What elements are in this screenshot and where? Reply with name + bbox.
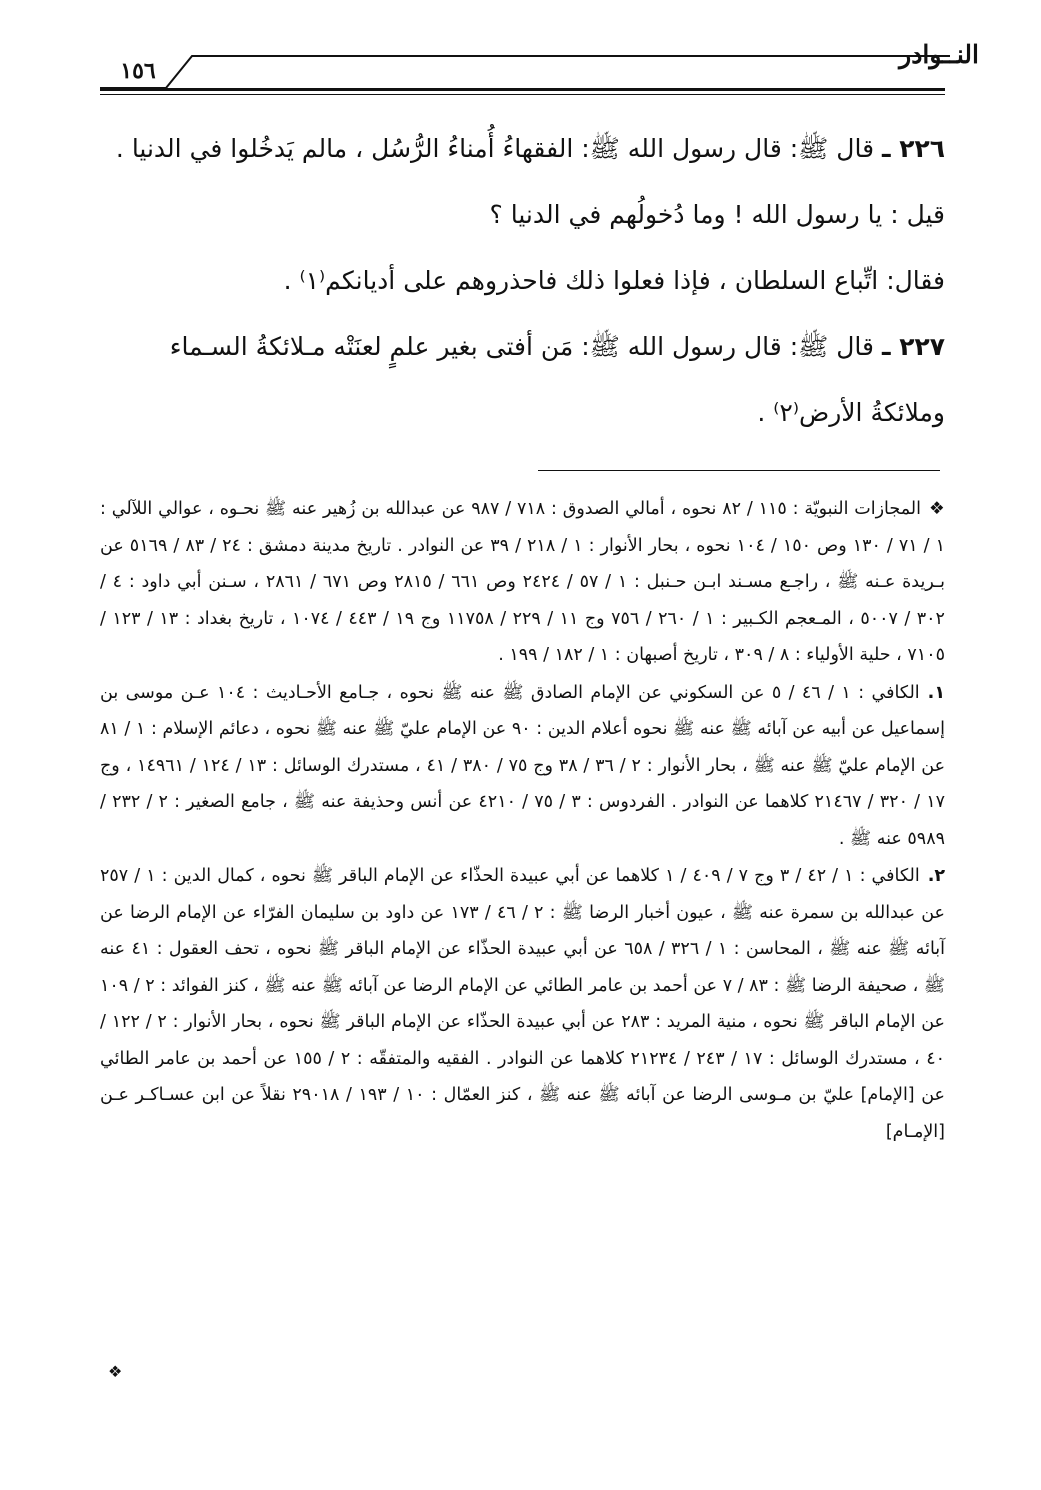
hadith-line: قيل : يا رسول الله ! وما دُخولُهم في الدنيا ؟ bbox=[489, 200, 945, 229]
footnote-number: ٢. bbox=[927, 866, 946, 886]
hadith-text: قال ﷺ: قال رسول الله ﷺ: مَن أفتى بغير علمٍ لعنَتْه مـلائكةُ السـماء bbox=[169, 332, 875, 361]
hadith-line bbox=[100, 116, 945, 182]
footnote-separator bbox=[538, 470, 940, 471]
page-number: ١٥٦ bbox=[120, 58, 156, 84]
running-header-title: النــوادر bbox=[899, 40, 979, 69]
header-rule bbox=[100, 88, 945, 91]
footnote-number: ١. bbox=[927, 682, 945, 703]
hadith-line: فقال: اتِّباع السلطان ، فإذا فعلوا ذلك فاحذروهم على أديانكم⁽١⁾ . bbox=[283, 266, 945, 295]
hadith-line bbox=[100, 314, 945, 380]
footnote-source bbox=[100, 491, 945, 674]
footnote-text: المجازات النبويّة : ١١٥ / ٨٢ نحوه ، أمالي الصدوق : ٧١٨ / ٩٨٧ عن عبدالله بن زُهير عنه ﷺ نحـوه ، عوالي اللآلي : ١ / ٧١ / ١٣٠ وص ١٥٠ / ١٠٤ نحوه ، بحار الأنوار : ١ / ٢١٨ / ٣٩ عن النوادر . تاريخ مدينة دمشق : ٢٤ / ٨٣ / ٥١٦٩ عن بـريدة عـنه ﷺ ، راجـع مسـند ابـن حـنبل : ١ / ٥٧ / ٢٤٢٤ وص ٦٦١ / ٢٨١٥ وص ٦٧١ / ٢٨٦١ ، سـنن أبي داود : ٤ / ٣٠٢ / ٥٠٠٧ ، المـعجم الكـبير : ١ / ٢٦٠ / ٧٥٦ وج ١١ / ٢٢٩ / ١١٧٥٨ وج ١٩ / ٤٤٣ / ١٠٧٤ ، تاريخ بغداد : ١٣ / ١٢٣ / ٧١٠٥ ، حلية الأولياء : ٨ / ٣٠٩ ، تاريخ أصبهان : ١ / ١٨٢ / ١٩٩ . bbox=[100, 499, 946, 665]
hadith-number: ٢٢٦ ـ bbox=[881, 134, 945, 163]
footnotes bbox=[100, 491, 945, 1151]
hadith-line: وملائكةُ الأرض⁽٢⁾ . bbox=[757, 398, 945, 427]
hadith-text: قال ﷺ: قال رسول الله ﷺ: الفقهاءُ أُمناءُ الرُّسُل ، مالم يَدخُلوا في الدنيا . bbox=[115, 134, 875, 163]
footnote-1 bbox=[100, 675, 945, 858]
footnote-2 bbox=[100, 858, 945, 1150]
hadith-number: ٢٢٧ ـ bbox=[881, 332, 945, 361]
hadith-227 bbox=[100, 314, 945, 446]
continuation-mark: ❖ bbox=[108, 1362, 123, 1381]
footnote-text: الكافي : ١ / ٤٦ / ٥ عن السكوني عن الإمام الصادق ﷺ عنه ﷺ نحوه ، جـامع الأحـاديث : ١٠٤ عـن موسى بن إسماعيل عن أبيه عن آبائه ﷺ عنه ﷺ نحوه أعلام الدين : ٩٠ عن الإمام عليّ ﷺ عنه ﷺ نحوه ، دعائم الإسلام : ١ / ٨١ عن الإمام عليّ ﷺ عنه ﷺ ، بحار الأنوار : ٢ / ٣٦ / ٣٨ وج ٧٥ / ٣٨٠ / ٤١ ، مستدرك الوسائل : ١٣ / ١٢٤ / ١٤٩٦١ ، وج ١٧ / ٣٢٠ / ٢١٤٦٧ كلاهما عن النوادر . الفردوس : ٣ / ٧٥ / ٤٢١٠ عن أنس وحذيفة عنه ﷺ ، جامع الصغير : ٢ / ٢٣٢ / ٥٩٨٩ عنه ﷺ . bbox=[100, 682, 946, 849]
hadith-226 bbox=[100, 116, 945, 314]
footnote-marker: ❖ bbox=[929, 499, 945, 519]
footnote-text: الكافي : ١ / ٤٢ / ٣ وج ٧ / ٤٠٩ / ١ كلاهما عن أبي عبيدة الحذّاء عن الإمام الباقر ﷺ نحوه ، كمال الدين : ١ / ٢٥٧ عن عبدالله بن سمرة عنه ﷺ ، عيون أخبار الرضا ﷺ : ٢ / ٤٦ / ١٧٣ عن داود بن سليمان الفرّاء عن الإمام الرضا عن آبائه ﷺ عنه ﷺ ، المحاسن : ١ / ٣٢٦ / ٦٥٨ عن أبي عبيدة الحذّاء عن الإمام الباقر ﷺ نحوه ، تحف العقول : ٤١ عنه ﷺ ، صحيفة الرضا ﷺ : ٨٣ / ٧ عن أحمد بن عامر الطائي عن الإمام الرضا عن آبائه ﷺ عنه ﷺ ، كنز الفوائد : ٢ / ١٠٩ عن الإمام الباقر ﷺ نحوه ، منية المريد : ٢٨٣ عن أبي عبيدة الحذّاء عن الإمام الباقر ﷺ نحوه ، بحار الأنوار : ٢ / ١٢٢ / ٤٠ ، مستدرك الوسائل : ١٧ / ٢٤٣ / ٢١٢٣٤ كلاهما عن النوادر . الفقيه والمتفقّه : ٢ / ١٥٥ عن أحمد بن عامر الطائي عن [الإمام] عليّ بن مـوسى الرضا عن آبائه ﷺ عنه ﷺ ، كنز العمّال : ١٠ / ١٩٣ / ٢٩٠١٨ نقلاً عن ابن عسـاكـر عـن [الإمـام] bbox=[100, 866, 946, 1142]
header-rule-thin bbox=[100, 94, 945, 95]
